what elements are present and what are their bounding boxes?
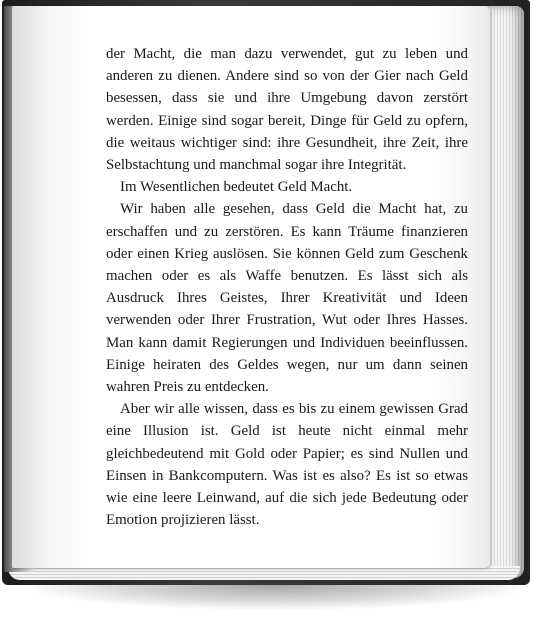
paragraph: Wir haben alle gesehen, dass Geld die Macht hat, zu erschaffen und zu zerstören. Es kann Träume finanzieren oder einen Krieg auslösen. Sie können Geld zum Geschenk machen oder es als Waffe benutzen. Es lässt sich als Ausdruck Ihres Geistes, Ihrer Kreativität und Ideen verwenden oder Ihrer Frustration, Wut oder Ihres Hasses. Man kann damit Regierungen und Individuen beeinflussen. Einige heiraten des Geldes wegen, nur um dann seinen wahren Preis zu entdecken. [106, 201, 468, 396]
page-text [106, 43, 468, 531]
page-stack-bottom [8, 566, 520, 580]
paragraph: der Macht, die man dazu verwendet, gut zu leben und anderen zu dienen. Andere sind so von der Gier nach Geld besessen, dass sie und ihre Umgebung davon zerstört werden. Einige sind sogar bereit, Dinge für Geld zu opfern, die weitaus wichtiger sind: ihre Gesundheit, ihre Zeit, ihre Selbstachtung und manchmal sogar ihre Integrität. [106, 46, 468, 174]
paragraph: Aber wir alle wissen, dass es bis zu einem gewissen Grad eine Illusion ist. Geld ist heute nicht einmal mehr gleichbedeutend mit Gold oder Papier; es sind Nullen und Einsen in Bankcomputern. Was ist es also? Es ist so etwas wie eine leere Leinwand, auf die sich jede Bedeutung oder Emotion projizieren lässt. [106, 401, 468, 529]
paragraph: Im Wesentlichen bedeutet Geld Macht. [120, 179, 353, 196]
